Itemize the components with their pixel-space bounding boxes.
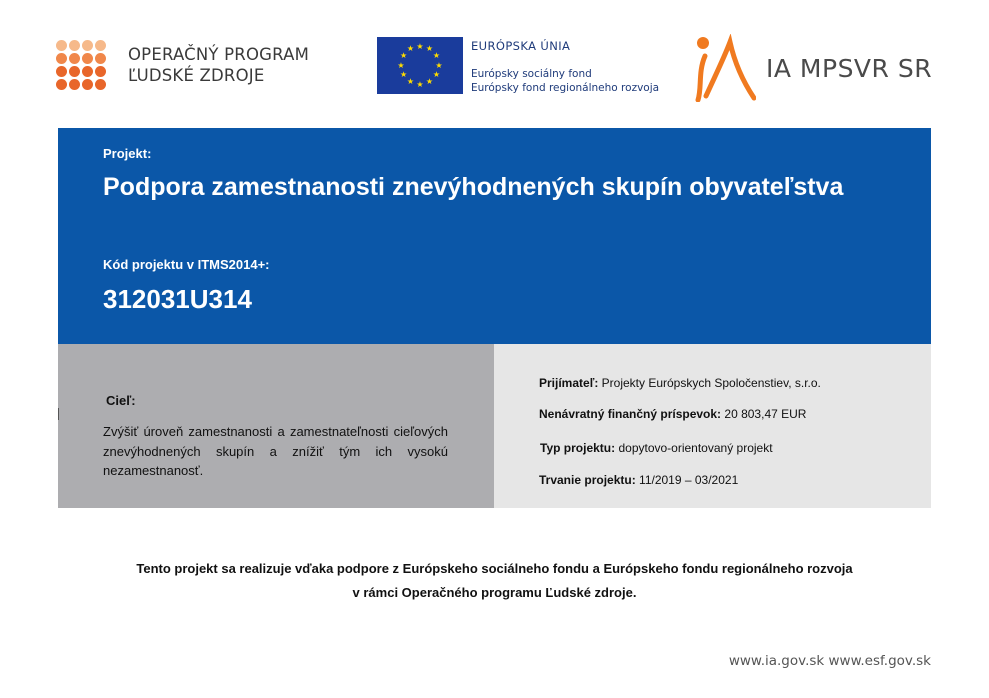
eu-star-icon: ★ xyxy=(425,76,434,86)
type-row xyxy=(540,441,773,455)
op-ludske-zdroje-logo xyxy=(56,40,309,90)
type-value: dopytovo-orientovaný projekt xyxy=(618,441,773,455)
eu-star-icon: ★ xyxy=(399,70,408,79)
eu-flag-icon xyxy=(377,37,463,94)
recipient-row xyxy=(539,376,821,390)
duration-value: 11/2019 – 03/2021 xyxy=(639,473,739,487)
project-label: Projekt: xyxy=(103,146,152,161)
recipient-value: Projekty Európskych Spoločenstiev, s.r.o. xyxy=(601,376,821,390)
project-code-label: Kód projektu v ITMS2014+: xyxy=(103,257,270,272)
grant-label: Nenávratný finančný príspevok: xyxy=(539,407,722,421)
duration-row xyxy=(539,473,738,487)
eu-star-icon: ★ xyxy=(406,76,415,86)
goal-text: Zvýšiť úroveň zamestnanosti a zamestnateľnosti cieľových znevýhodnených skupín a znížiť tým ich vysokú nezamestnanosť. xyxy=(103,424,448,478)
footer-line2: v rámci Operačného programu Ľudské zdroje. xyxy=(352,585,637,600)
eu-logo-title: EURÓPSKA ÚNIA xyxy=(471,39,571,53)
project-code: 312031U314 xyxy=(103,284,252,314)
op-logo-line2: ĽUDSKÉ ZDROJE xyxy=(128,66,265,85)
grant-row xyxy=(539,407,806,421)
eu-star-icon: ★ xyxy=(432,70,441,79)
type-label: Typ projektu: xyxy=(540,441,616,455)
ia-mpsvr-logo xyxy=(694,34,932,102)
project-title: Podpora zamestnanosti znevýhodnených skupín obyvateľstva xyxy=(103,173,844,201)
website-links[interactable]: www.ia.gov.sk www.esf.gov.sk xyxy=(728,653,931,669)
eu-star-icon: ★ xyxy=(425,44,434,54)
eu-logo xyxy=(377,37,659,95)
eu-star-icon: ★ xyxy=(399,51,408,60)
project-panel xyxy=(58,128,931,344)
eu-star-icon: ★ xyxy=(416,41,424,51)
goal-label: Cieľ: xyxy=(106,393,136,408)
eu-star-icon: ★ xyxy=(416,79,424,89)
info-panel xyxy=(494,344,931,508)
goal-panel xyxy=(58,344,494,508)
eu-star-icon: ★ xyxy=(406,44,415,54)
eu-logo-line2: Európsky fond regionálneho rozvoja xyxy=(471,82,660,94)
eu-star-icon: ★ xyxy=(397,60,405,70)
eu-logo-line1: Európsky sociálny fond xyxy=(471,68,592,80)
divider xyxy=(58,408,59,420)
ia-mark-icon xyxy=(694,34,756,102)
eu-star-icon: ★ xyxy=(432,51,441,60)
grant-value: 20 803,47 EUR xyxy=(724,407,807,421)
ia-logo-text: IA MPSVR SR xyxy=(766,53,933,83)
op-dots-icon xyxy=(56,40,106,90)
duration-label: Trvanie projektu: xyxy=(539,473,636,487)
recipient-label: Prijímateľ: xyxy=(539,376,599,390)
op-logo-line1: OPERAČNÝ PROGRAM xyxy=(128,45,310,64)
footer-line1: Tento projekt sa realizuje vďaka podpore z Európskeho sociálneho fondu a Európskeho fondu regionálneho rozvoja xyxy=(136,561,853,576)
eu-star-icon: ★ xyxy=(435,60,443,70)
